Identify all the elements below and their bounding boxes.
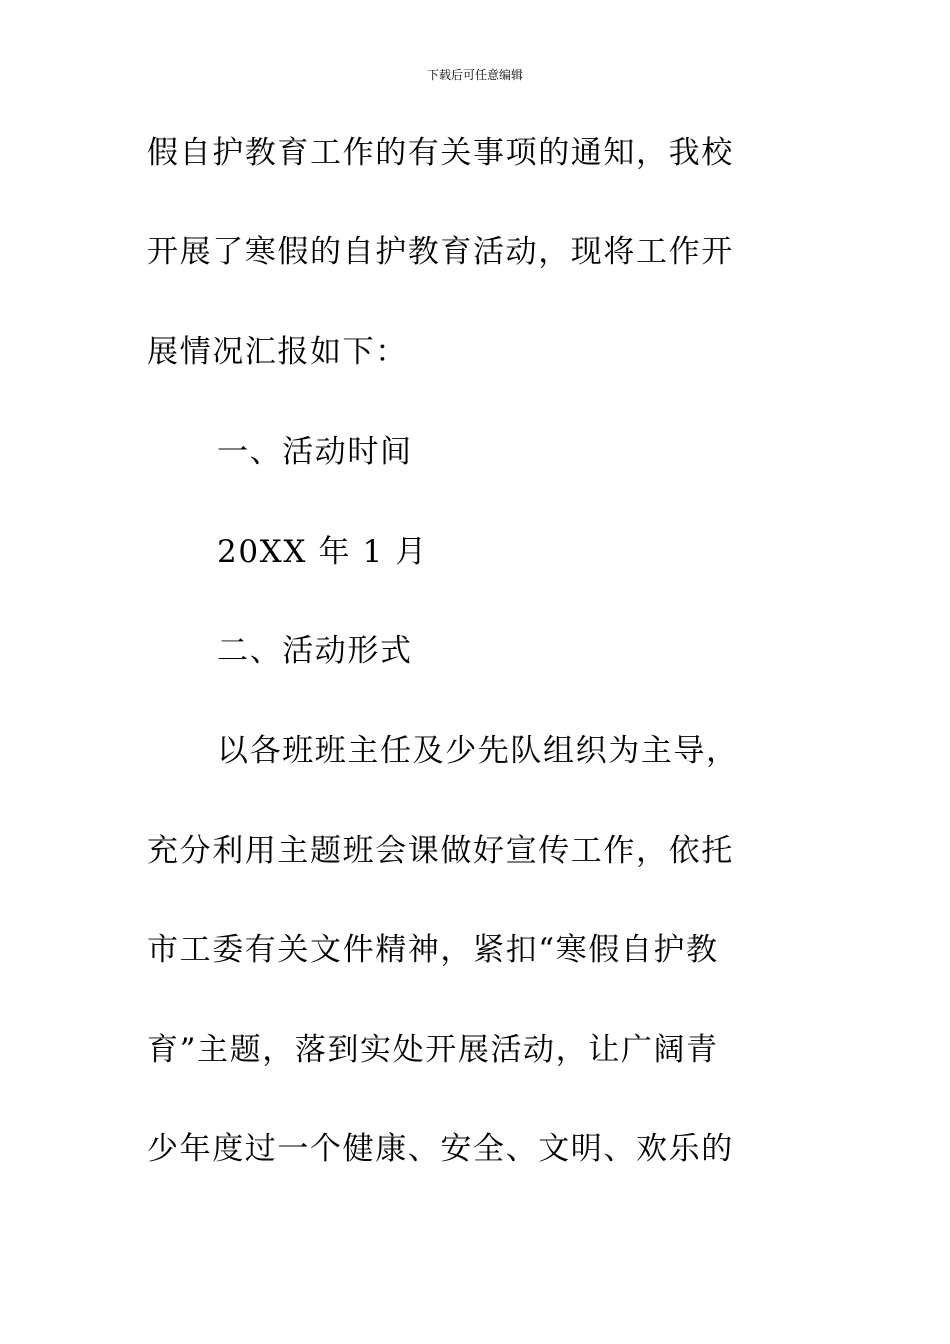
- body-line: 假自护教育工作的有关事项的通知，我校: [147, 135, 734, 171]
- body-line: 育”主题，落到实处开展活动，让广阔青: [147, 1032, 719, 1068]
- body-line: 市工委有关文件精神，紧扣“寒假自护教: [147, 932, 719, 968]
- section-heading: 二、活动形式: [217, 633, 413, 669]
- section-heading: 一、活动时间: [217, 434, 413, 470]
- page-header: 下载后可任意编辑: [426, 68, 523, 82]
- body-line: 以各班班主任及少先队组织为主导，: [217, 733, 739, 769]
- body-line: 展情况汇报如下：: [147, 334, 408, 370]
- body-line: 20XX 年 1 月: [217, 534, 428, 570]
- body-line: 少年度过一个健康、安全、文明、欢乐的: [147, 1131, 734, 1167]
- body-line: 开展了寒假的自护教育活动，现将工作开: [147, 234, 734, 270]
- body-line: 充分利用主题班会课做好宣传工作，依托: [147, 833, 734, 869]
